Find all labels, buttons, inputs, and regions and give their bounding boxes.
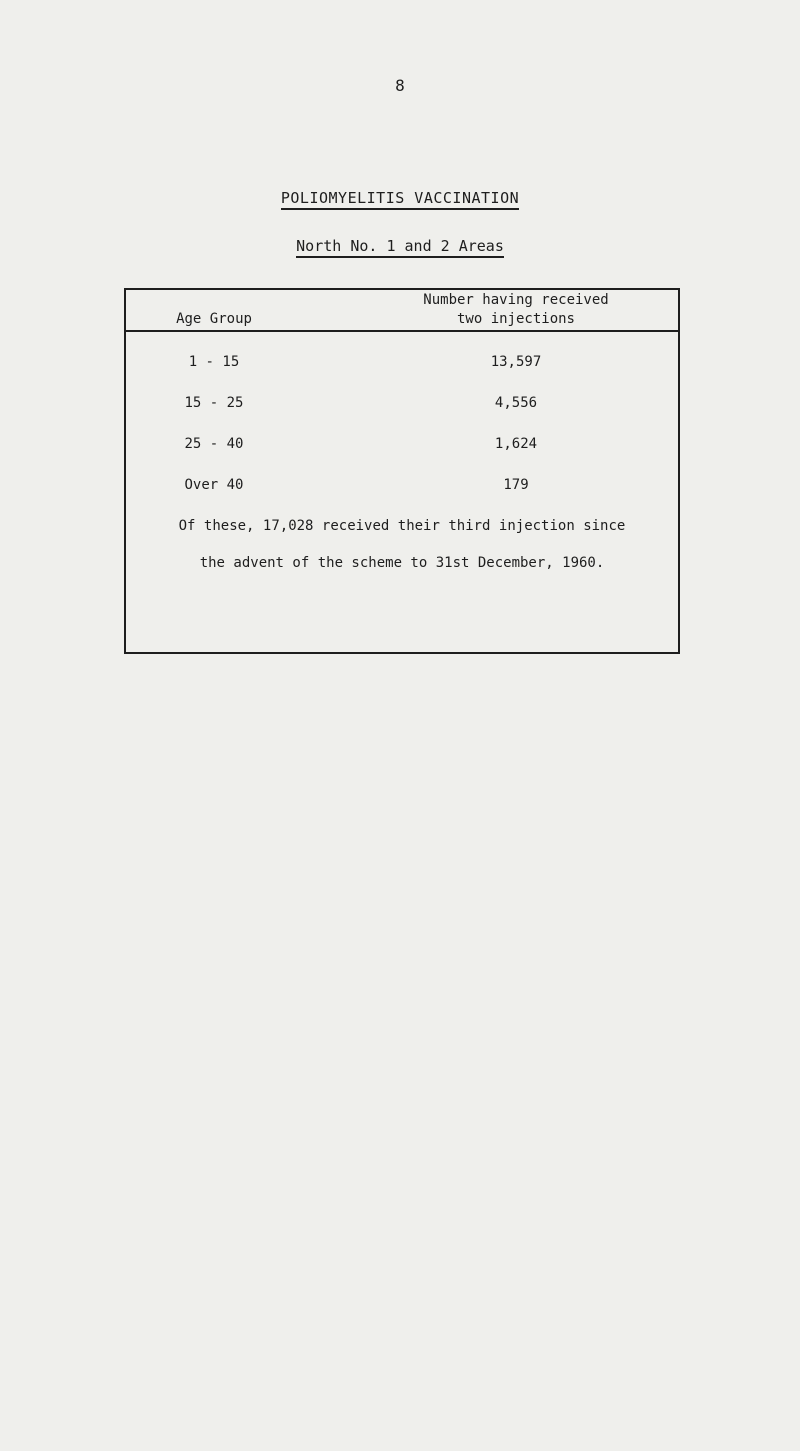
vaccination-table: [124, 288, 680, 654]
count-cell: 4,556: [494, 395, 538, 411]
count-cell: 1,624: [494, 436, 538, 452]
age-group-cell: 1 - 15: [188, 354, 240, 370]
page-title: [0, 189, 800, 207]
page-title-text: POLIOMYELITIS VACCINATION: [281, 189, 519, 210]
column-header-age-group: Age Group: [176, 311, 252, 327]
page-subtitle-text: North No. 1 and 2 Areas: [296, 237, 504, 258]
footnote-line-1: Of these, 17,028 received their third injection since: [178, 518, 626, 534]
age-group-cell: Over 40: [184, 477, 244, 493]
column-header-number-line1: Number having received: [423, 292, 609, 308]
page-subtitle: [0, 237, 800, 255]
count-cell: 179: [503, 477, 529, 493]
header-divider: [124, 330, 680, 332]
page-number: 8: [395, 76, 405, 95]
footnote-line-2: the advent of the scheme to 31st December, 1960.: [199, 555, 605, 571]
age-group-cell: 15 - 25: [184, 395, 244, 411]
age-group-cell: 25 - 40: [184, 436, 244, 452]
column-header-number: [376, 291, 656, 329]
count-cell: 13,597: [490, 354, 542, 370]
column-header-number-line2: two injections: [456, 311, 575, 327]
